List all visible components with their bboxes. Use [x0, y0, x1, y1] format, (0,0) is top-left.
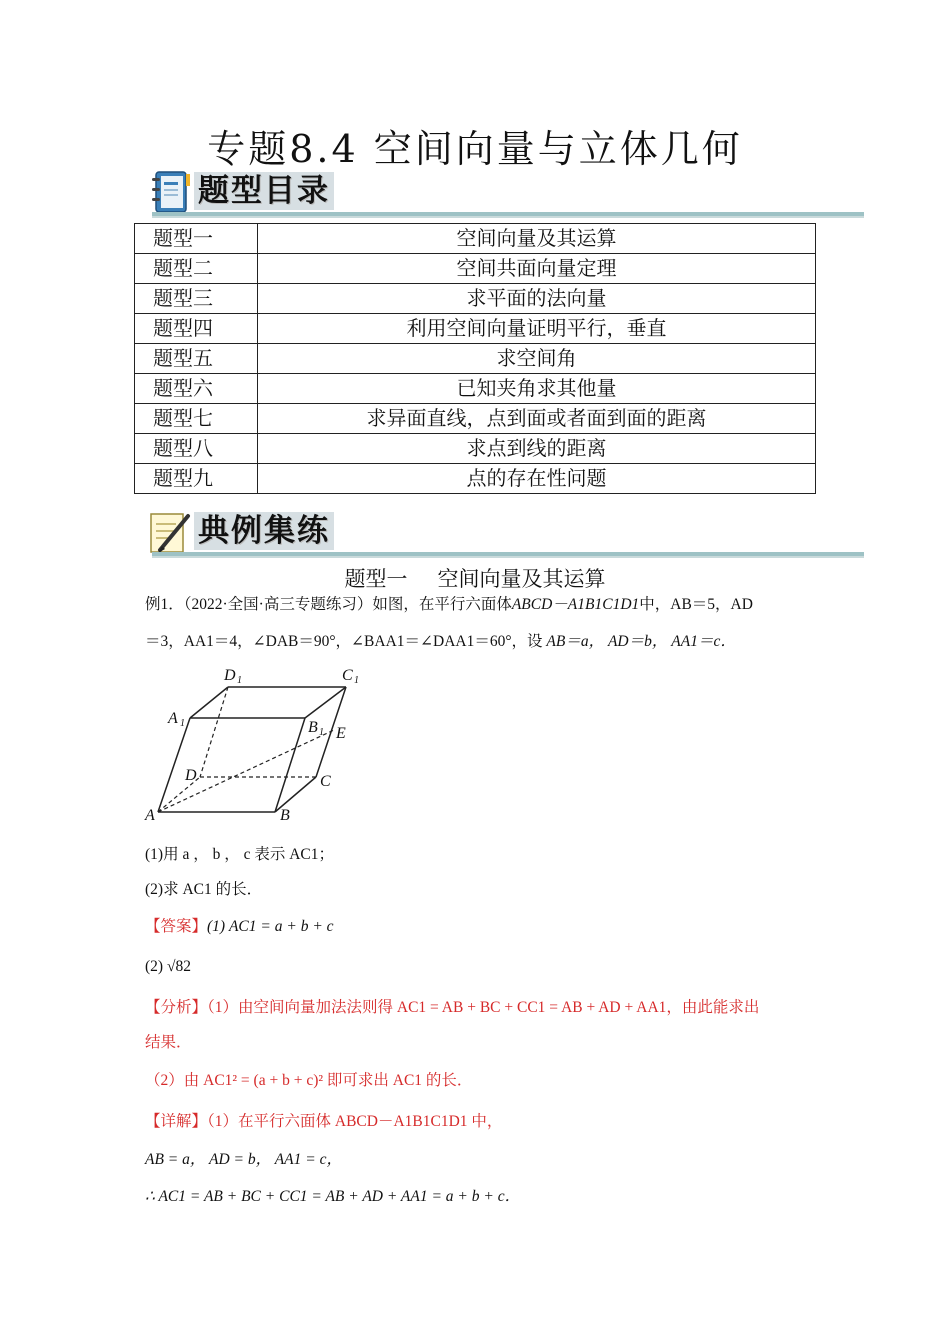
toc-key: 题型八 [135, 434, 258, 464]
example-intro: 例1．（2022·全国·高三专题练习）如图，在平行六面体 [145, 596, 512, 613]
toc-key: 题型六 [135, 374, 258, 404]
svg-text:1: 1 [319, 727, 324, 738]
examples-section-heading [148, 508, 868, 556]
answer-1: (1) AC1 = a + b + c [207, 918, 334, 935]
parallelepiped-figure [140, 660, 380, 830]
example-intro-line [145, 595, 753, 615]
toc-value: 求空间角 [258, 344, 816, 374]
label-d1: D [224, 667, 236, 684]
prism-name: ABCD－A1B1C1D1 [511, 596, 640, 613]
heading-rule [152, 552, 864, 558]
vector-ab: AB＝a， [546, 633, 605, 650]
question-2: (2)求 AC1 的长． [145, 881, 263, 898]
toc-key: 题型四 [135, 314, 258, 344]
detail-line-1 [145, 1112, 502, 1132]
label-d: D [185, 767, 197, 784]
label-a1: A [168, 710, 178, 727]
toc-row [135, 314, 816, 344]
toc-row [135, 254, 816, 284]
edge-dd1-hidden [200, 687, 228, 777]
toc-value: 求异面直线，点到面或者面到面的距离 [258, 404, 816, 434]
toc-key: 题型二 [135, 254, 258, 284]
label-c: C [320, 773, 331, 790]
note-pen-icon [148, 508, 192, 556]
page-title: 专题8.4 空间向量与立体几何 [207, 127, 743, 171]
label-e: E [336, 725, 346, 742]
toc-key: 题型七 [135, 404, 258, 434]
question-1: (1)用 a ， b ， c 表示 AC1； [145, 846, 334, 863]
toc-value: 已知夹角求其他量 [258, 374, 816, 404]
edge-bb1 [275, 718, 305, 812]
edge-b1c1 [305, 687, 346, 718]
svg-text:1: 1 [354, 675, 359, 686]
analysis-1: （1）由空间向量加法法则得 AC1 = AB + BC + CC1 = AB + AD + AA1，由此能求出 [207, 999, 760, 1016]
toc-row [135, 404, 816, 434]
toc-value: 空间向量及其运算 [258, 224, 816, 254]
toc-key: 题型一 [135, 224, 258, 254]
label-b1: B [308, 719, 318, 736]
detail-1: （1）在平行六面体 ABCD－A1B1C1D1 中， [207, 1113, 503, 1130]
toc-value: 空间共面向量定理 [258, 254, 816, 284]
svg-text:1: 1 [237, 675, 242, 686]
label-b: B [280, 807, 290, 824]
toc-row [135, 284, 816, 314]
edge-a1d1 [190, 687, 228, 718]
detail-tag: 【详解】 [145, 1113, 208, 1130]
type-title: 空间向量及其运算 [437, 567, 606, 591]
question-type-subheading [0, 563, 950, 593]
examples-heading-label: 典例集练 [194, 512, 334, 550]
answer-line-1 [145, 917, 334, 937]
label-c1: C [342, 667, 353, 684]
toc-value: 求平面的法向量 [258, 284, 816, 314]
toc-value: 点的存在性问题 [258, 464, 816, 494]
toc-value: 利用空间向量证明平行，垂直 [258, 314, 816, 344]
toc-heading-label: 题型目录 [194, 172, 334, 210]
toc-key: 题型三 [135, 284, 258, 314]
analysis-line-1 [145, 998, 759, 1018]
analysis-tag: 【分析】 [145, 999, 208, 1016]
toc-row [135, 344, 816, 374]
heading-rule [152, 212, 864, 218]
vector-aa1: AA1＝c． [671, 633, 736, 650]
toc-row [135, 434, 816, 464]
answer-tag: 【答案】 [145, 918, 208, 935]
toc-section-heading [148, 168, 868, 216]
svg-text:1: 1 [180, 718, 185, 729]
toc-row [135, 224, 816, 254]
vector-ad: AD＝b， [607, 633, 668, 650]
example-given-line [145, 632, 736, 652]
detail-2: AB = a， AD = b， AA1 = c， [145, 1151, 342, 1168]
analysis-2: （2）由 AC1² = (a + b + c)² 即可求出 AC1 的长． [145, 1072, 473, 1089]
notebook-icon [148, 168, 192, 216]
question-type-table [134, 223, 816, 494]
toc-row [135, 464, 816, 494]
toc-key: 题型九 [135, 464, 258, 494]
given-line-1: 中，AB＝5，AD [639, 596, 753, 613]
toc-value: 求点到线的距离 [258, 434, 816, 464]
label-a: A [145, 807, 155, 824]
detail-3: ∴ AC1 = AB + BC + CC1 = AB + AD + AA1 = a + b + c． [145, 1188, 521, 1205]
toc-key: 题型五 [135, 344, 258, 374]
toc-row [135, 374, 816, 404]
type-label: 题型一 [344, 567, 408, 591]
analysis-1b: 结果． [145, 1034, 192, 1051]
given-line-2: ＝3，AA1＝4，∠DAB＝90°，∠BAA1＝∠DAA1＝60°，设 [145, 633, 543, 650]
answer-2: (2) √82 [145, 958, 191, 975]
